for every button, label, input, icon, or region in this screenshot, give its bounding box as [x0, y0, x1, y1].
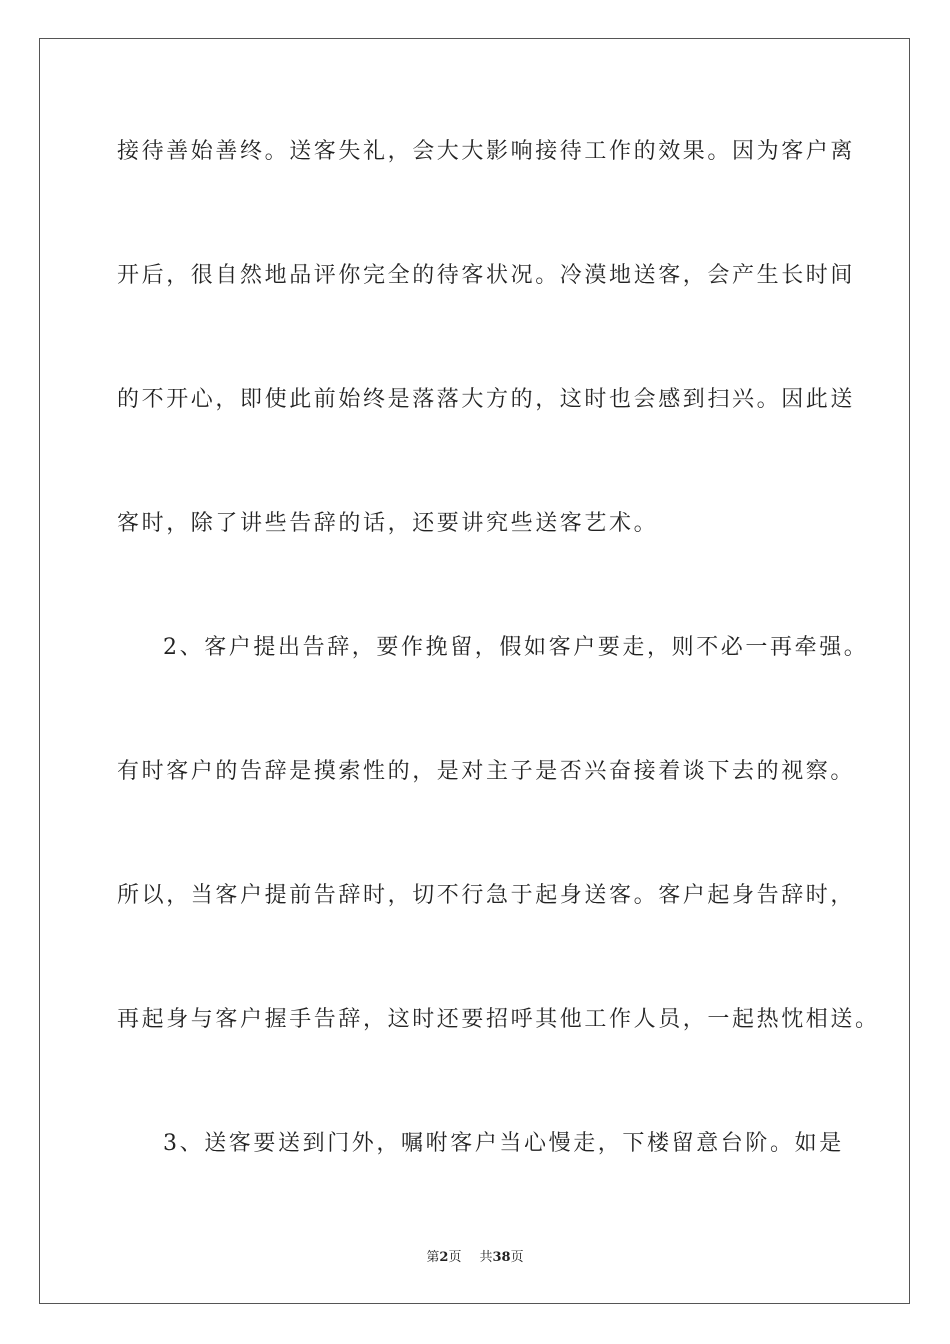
text-line-4: 客时，除了讲些告辞的话，还要讲究些送客艺术。: [117, 511, 659, 536]
total-prefix: 共: [479, 1250, 493, 1265]
text-line-2: 开后，很自然地品评你完全的待客状况。冷漠地送客，会产生长时间: [117, 263, 856, 288]
text-line-7: 所以，当客户提前告辞时，切不行急于起身送客。客户起身告辞时，: [117, 883, 856, 908]
page-unit: 页: [448, 1250, 462, 1265]
text-line-1: 接待善始善终。送客失礼，会大大影响接待工作的效果。因为客户离: [117, 139, 856, 164]
text-line-5: 2、客户提出告辞，要作挽留，假如客户要走，则不必一再牵强。: [163, 635, 869, 660]
text-line-8: 再起身与客户握手告辞，这时还要招呼其他工作人员，一起热忱相送。: [117, 1007, 880, 1032]
total-unit: 页: [510, 1250, 524, 1265]
page-prefix: 第: [426, 1250, 440, 1265]
text-line-6: 有时客户的告辞是摸索性的，是对主子是否兴奋接着谈下去的视察。: [117, 759, 856, 784]
page-border: [39, 38, 910, 1304]
total-page-number: 38: [492, 1250, 511, 1265]
text-line-9: 3、送客要送到门外，嘱咐客户当心慢走，下楼留意台阶。如是: [163, 1131, 844, 1156]
current-page-number: 2: [439, 1250, 449, 1265]
text-line-3: 的不开心，即使此前始终是落落大方的，这时也会感到扫兴。因此送: [117, 387, 856, 412]
page-footer: [0, 1246, 950, 1265]
